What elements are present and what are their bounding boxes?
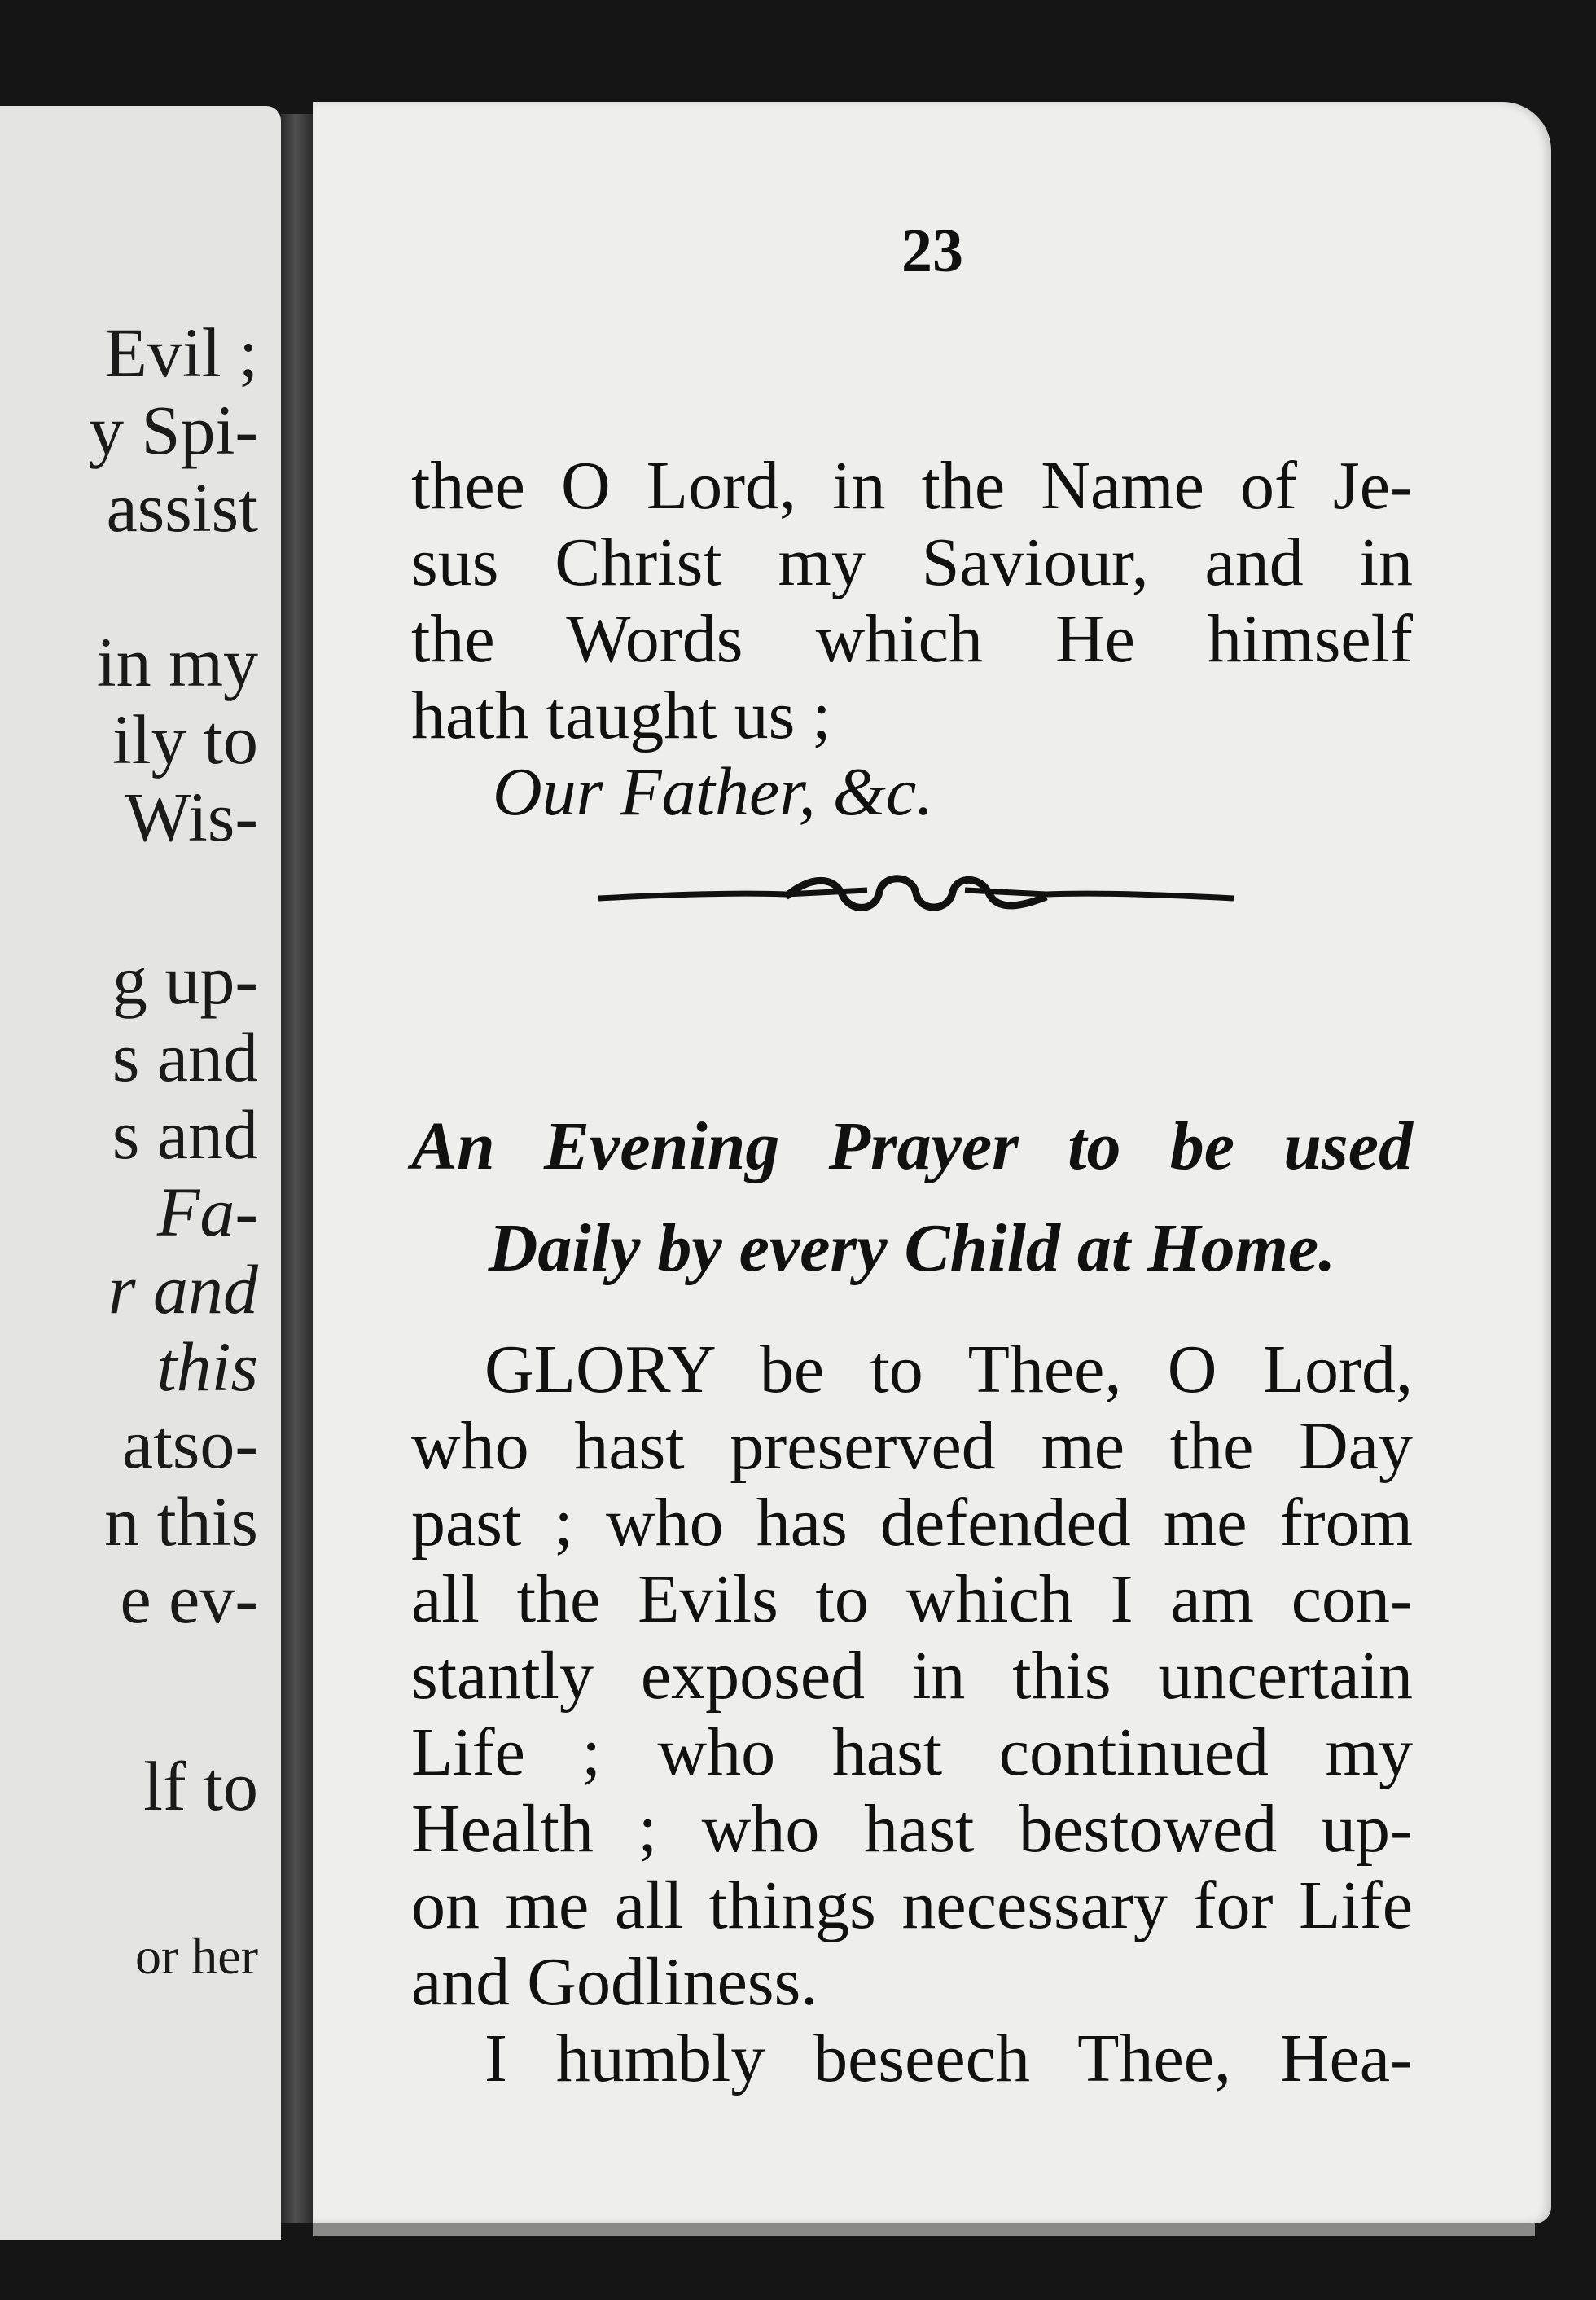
page-number: 23 [901,217,963,285]
book-gutter [281,114,314,2223]
text-line: Life ; who hast continued my [411,1714,1413,1790]
ornament-divider [598,867,1234,924]
prayer-heading [411,1095,1413,1299]
left-line: this [156,1328,258,1406]
left-line: or her [134,1927,258,1985]
left-line: lf to [143,1747,258,1825]
left-line: g up- [112,941,258,1019]
left-line: y Spi- [89,391,258,469]
heading-line: An Evening Prayer to be used [411,1108,1413,1184]
left-line: ily to [112,700,258,779]
text-line: past ; who has defended me from [411,1485,1413,1560]
text-line: all the Evils to which I am con- [411,1561,1413,1637]
left-line: r and [108,1250,258,1328]
paragraph-continuation [411,448,1413,831]
left-line: s and [112,1018,258,1096]
text-line: on me all things necessary for Life [411,1868,1413,1943]
left-line: n this [104,1482,258,1560]
text-line: Health ; who hast bestowed up- [411,1791,1413,1867]
text-line: who hast preserved me the Day [411,1408,1413,1484]
right-page [314,102,1551,2223]
left-line: Evil ; [104,314,258,392]
text-line: I humbly beseech Thee, Hea- [484,2021,1413,2096]
left-line: Wis- [125,778,258,856]
text-line: the Words which He himself [411,601,1413,677]
text-line: stantly exposed in this uncertain [411,1638,1413,1714]
left-line: s and [112,1095,258,1174]
left-line: e ev- [120,1560,258,1638]
left-page [0,106,281,2240]
heading-line: Daily by every Child at Home. [488,1210,1336,1286]
text-line: and Godliness. [411,1944,818,2020]
left-line: atso- [121,1405,258,1483]
left-line: in my [96,623,258,701]
left-line: assist [106,468,258,546]
prayer-paragraph [411,1332,1413,2097]
left-line: Fa- [156,1173,258,1251]
our-father-line: Our Father, &c. [493,754,934,830]
text-line: thee O Lord, in the Name of Je- [411,448,1413,524]
text-line: GLORY be to Thee, O Lord, [484,1332,1413,1407]
text-line: hath taught us ; [411,678,831,753]
text-line: sus Christ my Saviour, and in [411,525,1413,600]
page-bottom-edge [314,2223,1535,2236]
